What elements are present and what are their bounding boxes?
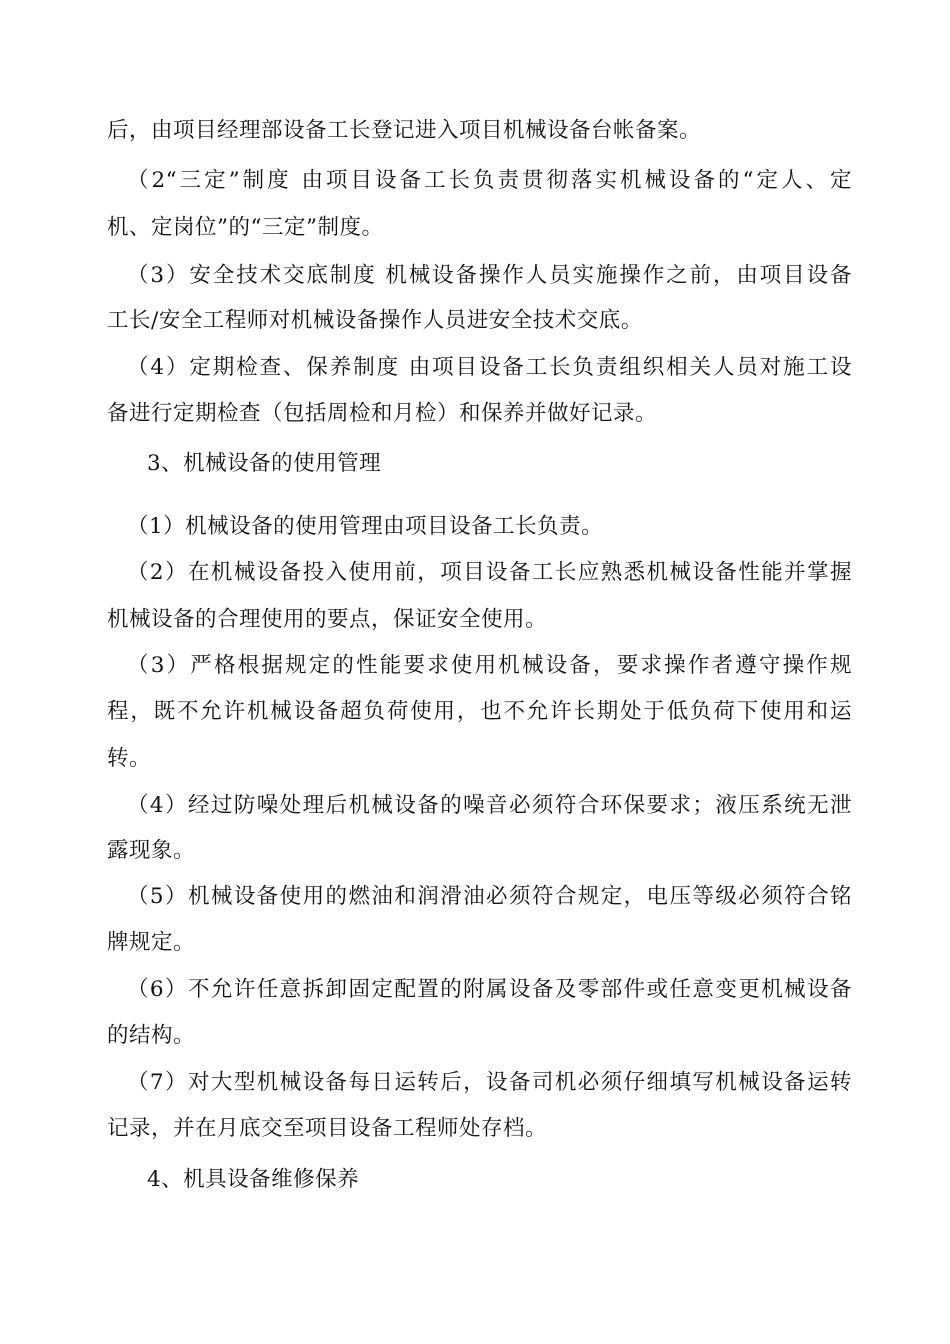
paragraph-line: （4）经过防噪处理后机械设备的噪音必须符合环保要求；液压系统无泄 bbox=[127, 793, 852, 818]
paragraph-line: 机械设备的合理使用的要点，保证安全使用。 bbox=[107, 607, 548, 632]
paragraph-line: （4）定期检查、保养制度 由项目设备工长负责组织相关人员对施工设 bbox=[127, 355, 852, 380]
paragraph-line: （2）在机械设备投入使用前，项目设备工长应熟悉机械设备性能并掌握 bbox=[127, 560, 852, 585]
paragraph-line: 转。 bbox=[107, 746, 152, 771]
paragraph-line: （3）严格根据规定的性能要求使用机械设备，要求操作者遵守操作规 bbox=[127, 653, 852, 678]
paragraph-line: （5）机械设备使用的燃油和润滑油必须符合规定，电压等级必须符合铭 bbox=[127, 884, 852, 909]
paragraph-line: （1）机械设备的使用管理由项目设备工长负责。 bbox=[127, 514, 604, 539]
paragraph-line: （2“三定”制度 由项目设备工长负责贯彻落实机械设备的“定人、定 bbox=[127, 168, 852, 193]
paragraph-line: （7）对大型机械设备每日运转后，设备司机必须仔细填写机械设备运转 bbox=[127, 1070, 852, 1095]
section-heading: 3、机械设备的使用管理 bbox=[147, 451, 382, 476]
paragraph-line: 工长/安全工程师对机械设备操作人员进安全技术交底。 bbox=[107, 308, 643, 333]
paragraph-line: （3）安全技术交底制度 机械设备操作人员实施操作之前，由项目设备 bbox=[127, 263, 852, 288]
paragraph-line: 后，由项目经理部设备工长登记进入项目机械设备台帐备案。 bbox=[107, 118, 702, 143]
paragraph-line: 程，既不允许机械设备超负荷使用，也不允许长期处于低负荷下使用和运 bbox=[107, 699, 852, 724]
paragraph-line: 牌规定。 bbox=[107, 930, 196, 955]
paragraph-line: 备进行定期检查（包括周检和月检）和保养并做好记录。 bbox=[107, 401, 658, 426]
paragraph-line: 的结构。 bbox=[107, 1023, 196, 1048]
paragraph-line: 露现象。 bbox=[107, 838, 196, 863]
paragraph-line: （6）不允许任意拆卸固定配置的附属设备及零部件或任意变更机械设备 bbox=[127, 977, 852, 1002]
paragraph-line: 机、定岗位”的“三定”制度。 bbox=[107, 215, 384, 240]
paragraph-line: 记录，并在月底交至项目设备工程师处存档。 bbox=[107, 1116, 548, 1141]
section-heading: 4、机具设备维修保养 bbox=[147, 1167, 360, 1192]
